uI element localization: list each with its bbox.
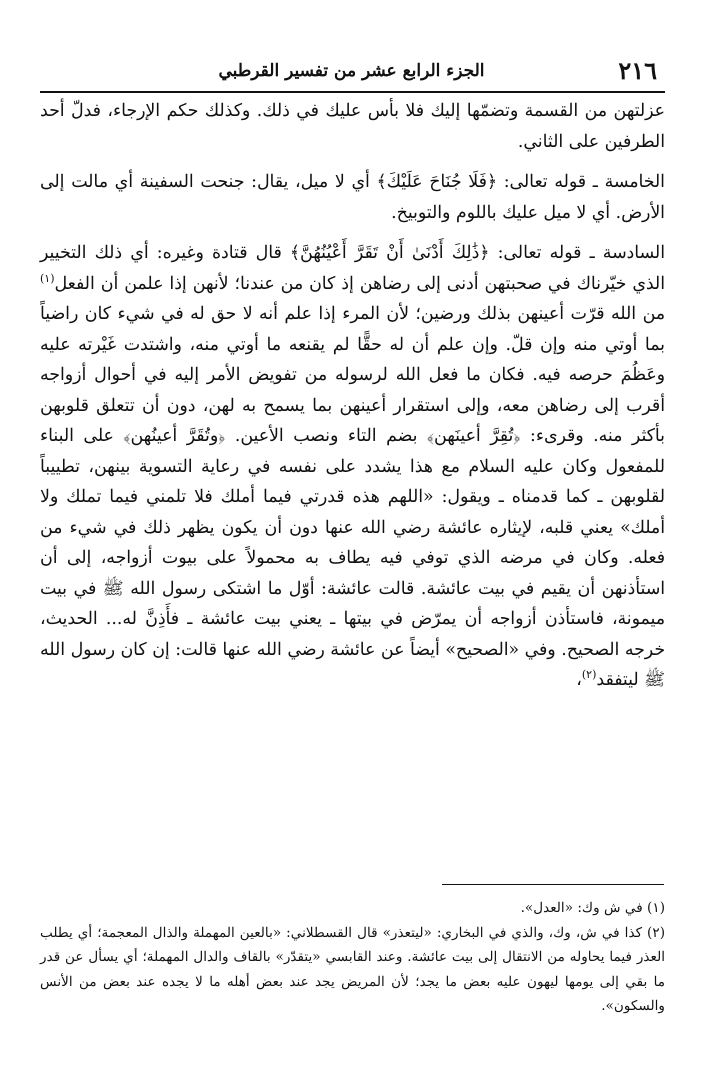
header-divider [40, 91, 665, 93]
paragraph: الخامسة ـ قوله تعالى: ﴿فَلَا جُنَاحَ عَلَيْكَ﴾ أي لا ميل، يقال: جنحت السفينة أي مالت إلى الأرض. أي لا ميل عليك باللوم والتوبيخ. [40, 172, 665, 223]
paragraph-text: السادسة ـ قوله تعالى: ﴿ذَٰلِكَ أَدْنَىٰ أَنْ تَقَرَّ أَعْيُنُهُنَّ﴾ قال قتادة وغيره: أي ذلك التخيير الذي خيّرناك في صحبتهن أدنى إلى رضاهن إذ كان من عندنا؛ لأنهن إذا علمن أن الفعل [40, 243, 665, 294]
paragraph [40, 238, 665, 696]
page-number: ٢١٦ [618, 56, 657, 85]
footnote-marker: (١) [40, 271, 55, 285]
footnotes [40, 896, 665, 1019]
page-header [40, 56, 663, 92]
paragraph-text: من الله قرّت أعينهن بذلك ورضين؛ لأن المرء إذا علم أنه لا حق له في شيء كان راضياً بما أوتي منه وإن قلّ. وإن علم أن له حقًّا لم يقنعه ما أوتي منه، واشتدت غَيْرته عليه وعَظُمَ حرصه فيه. فكان ما فعل الله لرسوله من تفويض الأمر إليه في أحوال أزواجه أقرب إلى رضاهن معه، وإلى استقرار أعينهن بما يسمح به لهن، دون أن تتعلق قلوبهن بأكثر منه. وقرىء: ﴿تُقِرَّ أعينَهن﴾ بضم التاء ونصب الأعين. ﴿وتُقَرَّ أعينُهن﴾ على البناء للمفعول وكان عليه السلام مع هذا يشدد على نفسه في رعاية التسوية بينهن، تطييباً لقلوبهن ـ كما قدمناه ـ ويقول: «اللهم هذه قدرتي فيما أملك فلا تلمني فيما تملك ولا أملك» يعني قلبه، لإيثاره عائشة رضي الله عنها دون أن يكون يظهر ذلك في شيء من فعله. وكان في مرضه الذي توفي فيه يطاف به محمولاً على بيوت أزواجه، إلى أن استأذنهن أن يقيم في بيت عائشة. قالت عائشة: أوّل ما اشتكى رسول الله ﷺ في بيت ميمونة، فاستأذن أزواجه أن يمرّض في بيتها ـ يعني بيت عائشة ـ فأَذِنَّ له... الحديث، خرجه الصحيح. وفي «الصحيح» أيضاً عن عائشة رضي الله عنها قالت: إن كان رسول الله ﷺ ليتفقد [40, 304, 665, 690]
paragraph: عزلتهن من القسمة وتضمّها إليك فلا بأس عليك في ذلك. وكذلك حكم الإرجاء، فدلّ أحد الطرفين على الثاني. [40, 101, 665, 152]
paragraph-text: ، [576, 670, 582, 690]
footnote: (٢) كذا في ش، وك، والذي في البخاري: «ليتعذر» قال القسطلاني: «بالعين المهملة والذال المعجمة؛ أي يطلب العذر فيما يحاوله من الانتقال إلى بيت عائشة. وعند القابسي «يتقدّر» بالقاف والدال المهملة؛ أي يسأل عن قدر ما بقي إلى يومها ليهون عليه بعض ما يجد؛ لأن المريض يجد عند بعض أهله ما لا يجده عند بعض من الأنس والسكون». [40, 924, 665, 1014]
running-title: الجزء الرابع عشر من تفسير القرطبي [218, 61, 485, 81]
main-text [40, 96, 665, 696]
footnote: (١) في ش وك: «العدل». [520, 900, 665, 916]
footnote-marker: (٢) [581, 668, 597, 682]
footnote-divider [442, 884, 664, 885]
